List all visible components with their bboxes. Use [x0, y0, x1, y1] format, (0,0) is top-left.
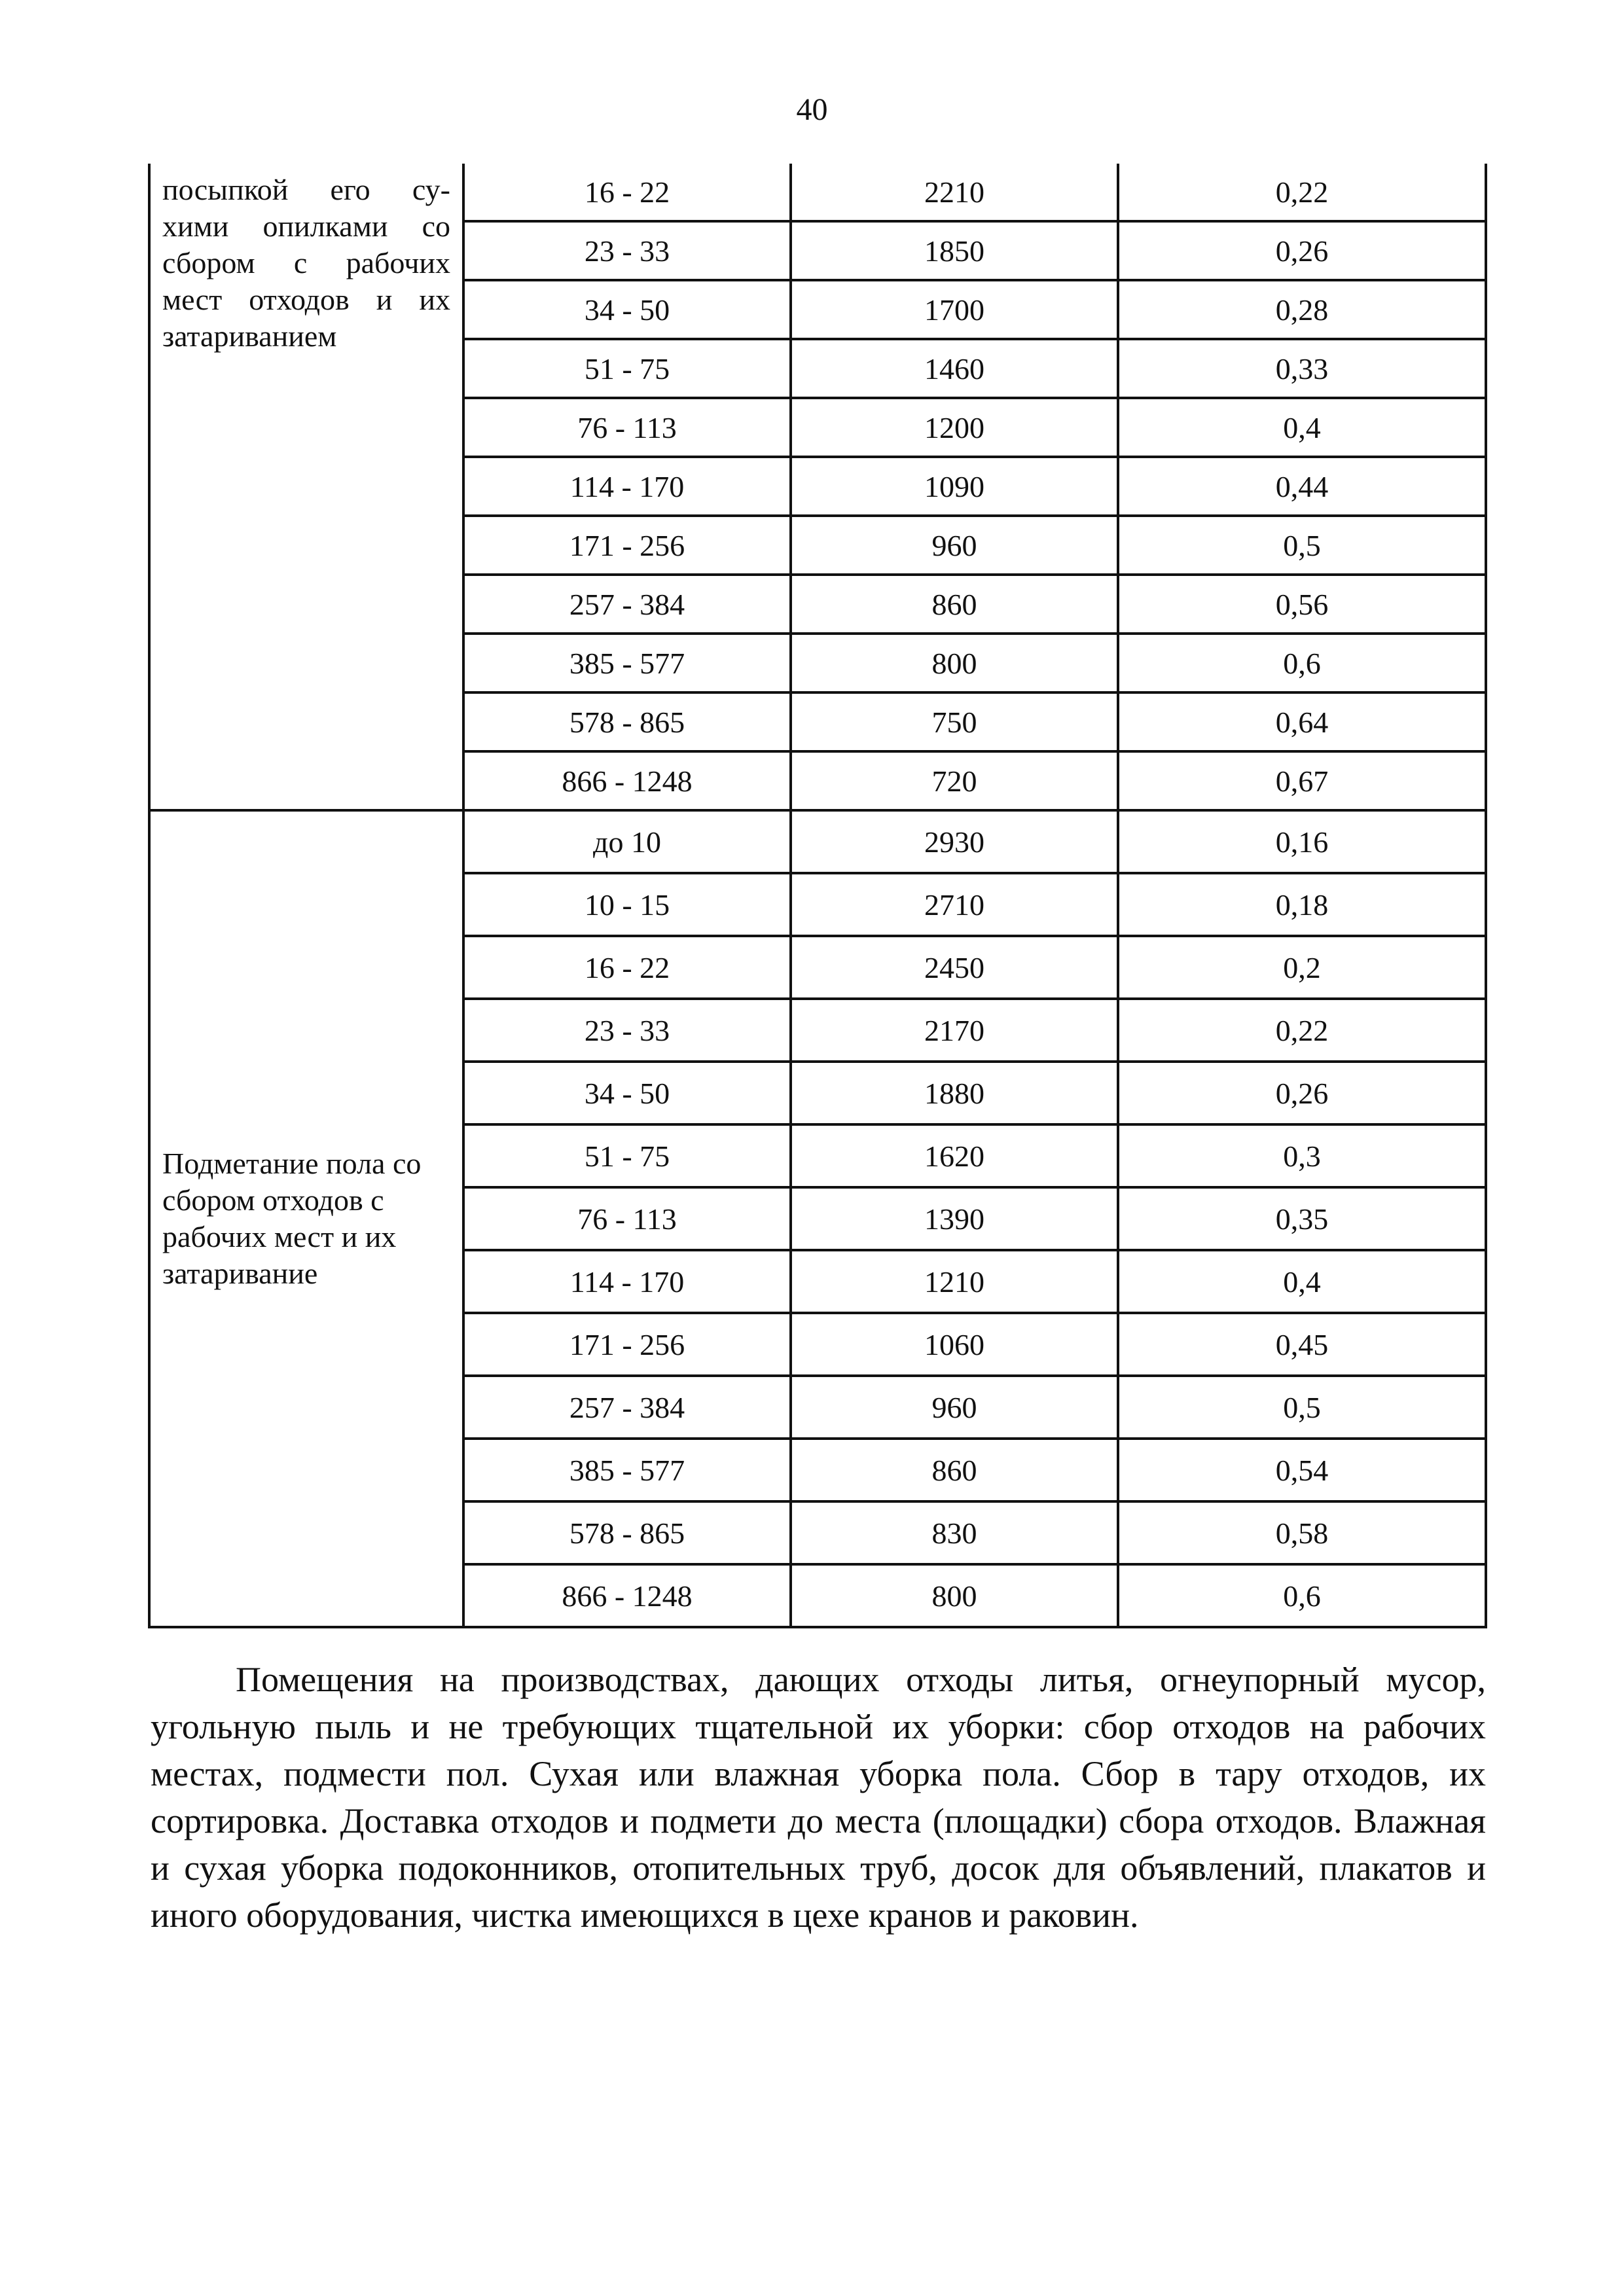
- service-norm-cell: 1090: [791, 457, 1118, 516]
- work-description-cell: посыпкой его су- хими опилками со сбором с рабочих мест отходов и их затариванием: [149, 164, 463, 810]
- page-number: 40: [796, 92, 828, 127]
- table-group-dry-sawdust: [149, 164, 1486, 810]
- service-norm-cell: 800: [791, 1564, 1118, 1627]
- coefficient-cell: 0,5: [1118, 516, 1486, 575]
- service-norm-cell: 1880: [791, 1062, 1118, 1124]
- coefficient-cell: 0,3: [1118, 1124, 1486, 1187]
- area-range-cell: 23 - 33: [463, 221, 791, 280]
- service-norm-cell: 860: [791, 575, 1118, 634]
- coefficient-cell: 0,2: [1118, 936, 1486, 999]
- service-norm-cell: 720: [791, 751, 1118, 810]
- service-norm-cell: 2930: [791, 810, 1118, 873]
- coefficient-cell: 0,58: [1118, 1501, 1486, 1564]
- norms-table-container: [148, 164, 1485, 1628]
- area-range-cell: 257 - 384: [463, 1376, 791, 1439]
- note-paragraph: Помещения на производствах, дающих отходы литья, огнеупорный мусор, угольную пыль и не требующих тщательной их уборки: сбор отходов на рабочих местах, подмести пол. Сухая или влажная уборка пола. Сбор в тару отходов, их сортировка. Доставка отходов и подмети до места (площадки) сбора отходов. Влажная и сухая уборка подоконников, отопительных труб, досок для объявлений, плакатов и иного оборудования, чистка имеющихся в цехе кранов и раковин.: [151, 1660, 1486, 1935]
- coefficient-cell: 0,16: [1118, 810, 1486, 873]
- coefficient-cell: 0,45: [1118, 1313, 1486, 1376]
- norms-table: [148, 164, 1487, 1628]
- service-norm-cell: 1210: [791, 1250, 1118, 1313]
- service-norm-cell: 1390: [791, 1187, 1118, 1250]
- coefficient-cell: 0,28: [1118, 280, 1486, 339]
- area-range-cell: 16 - 22: [463, 164, 791, 221]
- area-range-cell: 23 - 33: [463, 999, 791, 1062]
- work-description-cell: Подметание пола со сбором отходов с рабочих мест и их затаривание: [149, 810, 463, 1627]
- table-group-sweeping: [149, 810, 1486, 1627]
- area-range-cell: до 10: [463, 810, 791, 873]
- area-range-cell: 866 - 1248: [463, 1564, 791, 1627]
- service-norm-cell: 1850: [791, 221, 1118, 280]
- area-range-cell: 114 - 170: [463, 457, 791, 516]
- service-norm-cell: 1620: [791, 1124, 1118, 1187]
- coefficient-cell: 0,5: [1118, 1376, 1486, 1439]
- coefficient-cell: 0,67: [1118, 751, 1486, 810]
- area-range-cell: 578 - 865: [463, 692, 791, 751]
- area-range-cell: 16 - 22: [463, 936, 791, 999]
- coefficient-cell: 0,56: [1118, 575, 1486, 634]
- coefficient-cell: 0,26: [1118, 1062, 1486, 1124]
- service-norm-cell: 1060: [791, 1313, 1118, 1376]
- service-norm-cell: 2170: [791, 999, 1118, 1062]
- area-range-cell: 866 - 1248: [463, 751, 791, 810]
- coefficient-cell: 0,64: [1118, 692, 1486, 751]
- service-norm-cell: 1460: [791, 339, 1118, 398]
- table-row: [149, 164, 1486, 221]
- area-range-cell: 51 - 75: [463, 1124, 791, 1187]
- area-range-cell: 76 - 113: [463, 1187, 791, 1250]
- service-norm-cell: 2710: [791, 873, 1118, 936]
- service-norm-cell: 1200: [791, 398, 1118, 457]
- area-range-cell: 10 - 15: [463, 873, 791, 936]
- area-range-cell: 34 - 50: [463, 1062, 791, 1124]
- coefficient-cell: 0,6: [1118, 634, 1486, 692]
- coefficient-cell: 0,35: [1118, 1187, 1486, 1250]
- service-norm-cell: 860: [791, 1439, 1118, 1501]
- service-norm-cell: 2210: [791, 164, 1118, 221]
- area-range-cell: 114 - 170: [463, 1250, 791, 1313]
- service-norm-cell: 830: [791, 1501, 1118, 1564]
- coefficient-cell: 0,4: [1118, 398, 1486, 457]
- service-norm-cell: 960: [791, 516, 1118, 575]
- service-norm-cell: 2450: [791, 936, 1118, 999]
- service-norm-cell: 750: [791, 692, 1118, 751]
- coefficient-cell: 0,22: [1118, 999, 1486, 1062]
- coefficient-cell: 0,54: [1118, 1439, 1486, 1501]
- area-range-cell: 171 - 256: [463, 1313, 791, 1376]
- service-norm-cell: 800: [791, 634, 1118, 692]
- coefficient-cell: 0,6: [1118, 1564, 1486, 1627]
- coefficient-cell: 0,4: [1118, 1250, 1486, 1313]
- area-range-cell: 578 - 865: [463, 1501, 791, 1564]
- coefficient-cell: 0,22: [1118, 164, 1486, 221]
- area-range-cell: 34 - 50: [463, 280, 791, 339]
- area-range-cell: 76 - 113: [463, 398, 791, 457]
- area-range-cell: 257 - 384: [463, 575, 791, 634]
- area-range-cell: 171 - 256: [463, 516, 791, 575]
- coefficient-cell: 0,33: [1118, 339, 1486, 398]
- area-range-cell: 385 - 577: [463, 1439, 791, 1501]
- area-range-cell: 385 - 577: [463, 634, 791, 692]
- table-row: [149, 810, 1486, 873]
- service-norm-cell: 1700: [791, 280, 1118, 339]
- area-range-cell: 51 - 75: [463, 339, 791, 398]
- coefficient-cell: 0,18: [1118, 873, 1486, 936]
- service-norm-cell: 960: [791, 1376, 1118, 1439]
- coefficient-cell: 0,26: [1118, 221, 1486, 280]
- coefficient-cell: 0,44: [1118, 457, 1486, 516]
